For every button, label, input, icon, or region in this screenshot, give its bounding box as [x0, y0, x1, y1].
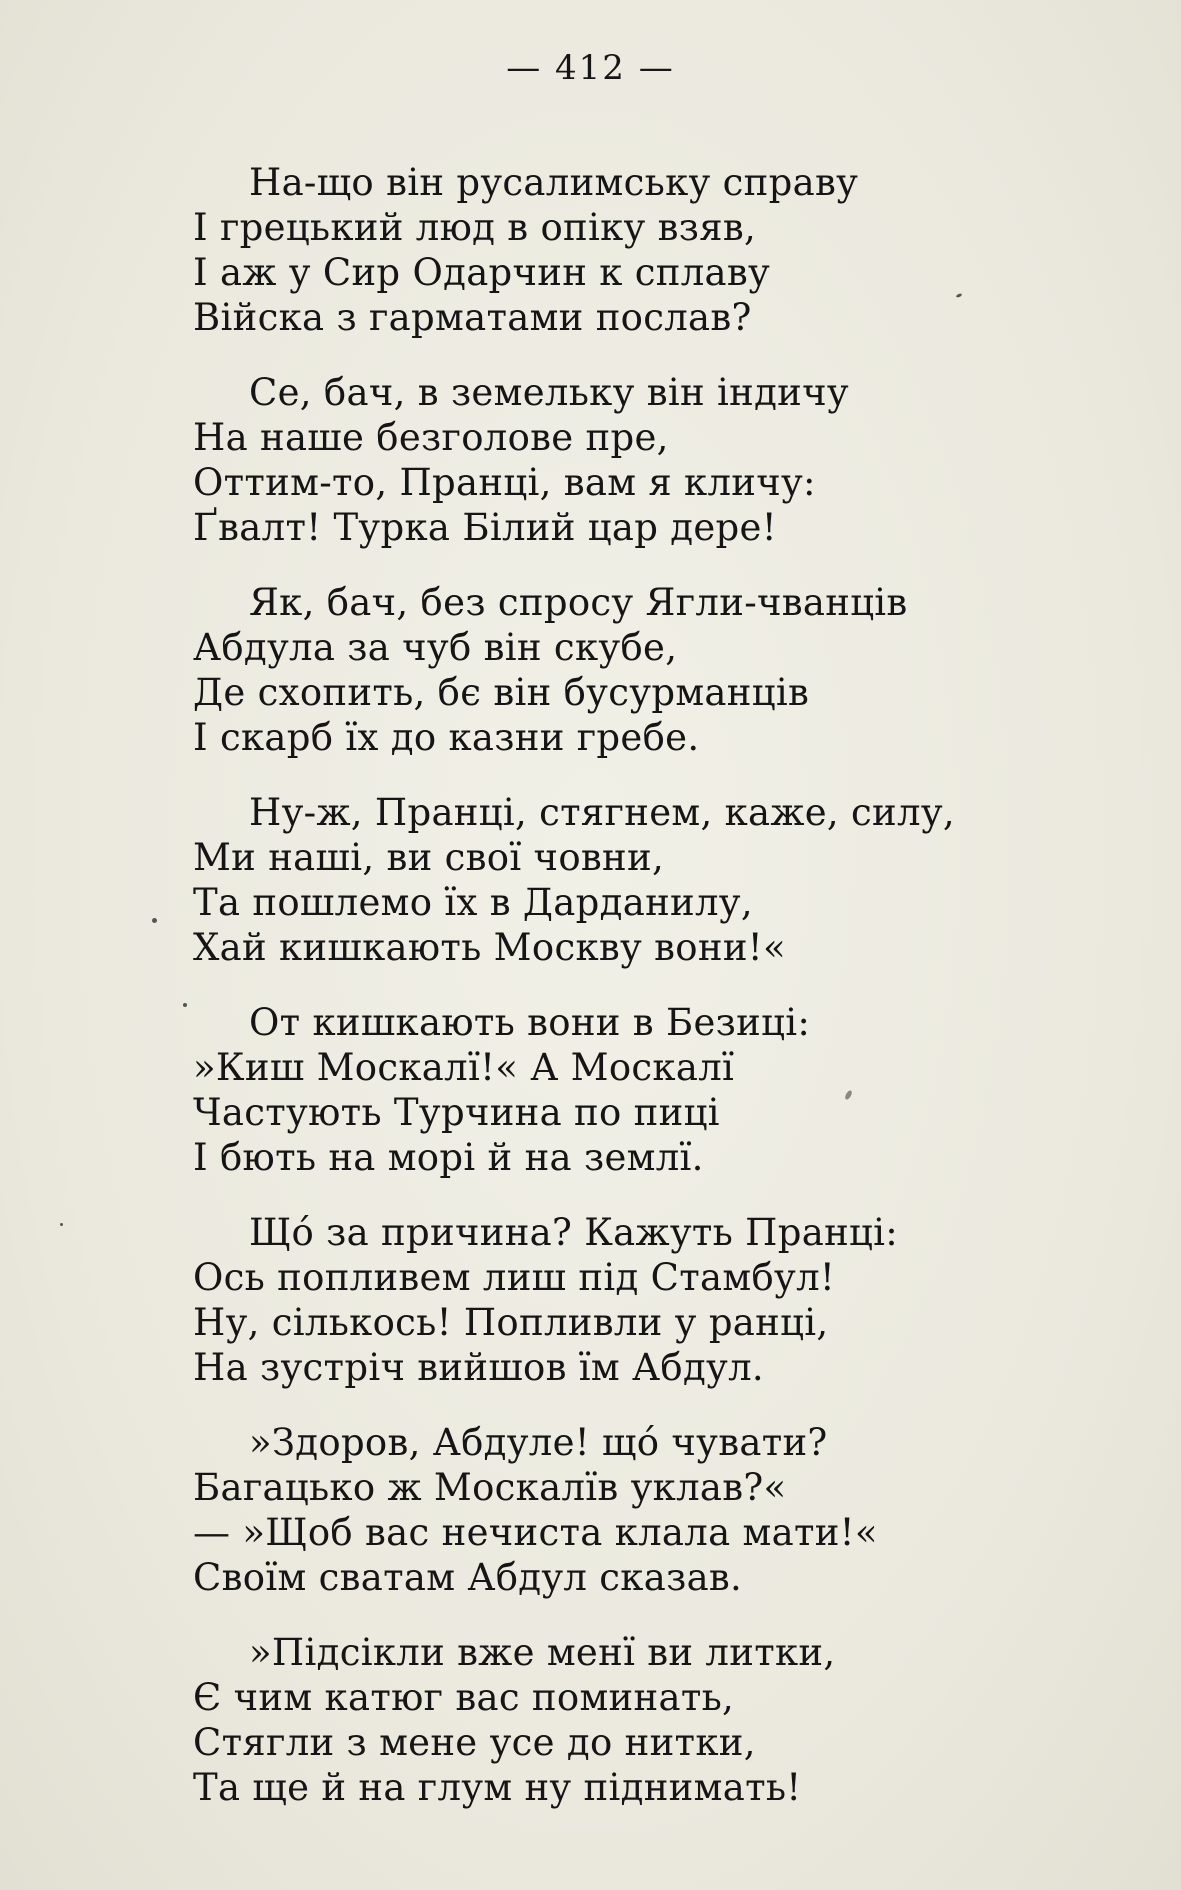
stanza	[193, 1630, 1073, 1810]
verse-line: Щó за причина? Кажуть Пранці:	[249, 1211, 899, 1254]
verse-line: Частують Турчина по пиці	[193, 1091, 720, 1134]
verse-line: Де схопить, бє він бусурманців	[193, 671, 810, 714]
stanza	[193, 790, 1073, 970]
page-number: — 412 —	[506, 48, 675, 88]
verse-line: Ґвалт! Турка Білий цар дере!	[193, 506, 777, 549]
verse-line: І аж у Сир Одарчин к сплаву	[193, 251, 771, 294]
verse-line: На-що він русалимську справу	[249, 161, 859, 204]
stanza	[193, 160, 1073, 340]
verse-line: »Киш Москалї!« А Москалї	[193, 1046, 735, 1089]
verse-line: Як, бач, без спросу Ягли-чванців	[249, 581, 908, 624]
verse-line: Оттим-то, Пранці, вам я кличу:	[193, 461, 816, 504]
paper-speck	[60, 1223, 63, 1226]
verse-line: Своїм сватам Абдул сказав.	[193, 1556, 743, 1599]
verse-line: Хай кишкають Москву вони!«	[193, 926, 786, 969]
verse-line: — »Щоб вас нечиста клала мати!«	[193, 1511, 878, 1554]
stanza	[193, 1210, 1073, 1390]
stanza	[193, 1420, 1073, 1600]
verse-line: »Підсікли вже менї ви литки,	[249, 1631, 836, 1674]
verse-line: Стягли з мене усе до нитки,	[193, 1721, 756, 1764]
verse-line: Ми наші, ви свої човни,	[193, 836, 665, 879]
verse-line: Ну-ж, Пранці, стягнем, каже, силу,	[249, 791, 955, 834]
verse-line: Є чим катюг вас поминать,	[193, 1676, 735, 1719]
paper-speck	[152, 918, 157, 923]
paper-speck	[183, 1003, 187, 1007]
verse-line: І бють на морі й на землї.	[193, 1136, 704, 1179]
verse-line: Війска з гарматами послав?	[193, 296, 752, 339]
poem	[193, 160, 1073, 1840]
verse-line: От кишкають вони в Безиці:	[249, 1001, 811, 1044]
verse-line: На наше безголове пре,	[193, 416, 669, 459]
verse-line: Ну, сількось! Попливли у ранці,	[193, 1301, 829, 1344]
verse-line: Та пошлемо їх в Дарданилу,	[193, 881, 753, 924]
stanza	[193, 1000, 1073, 1180]
verse-line: І грецький люд в опіку взяв,	[193, 206, 757, 249]
verse-line: Багацько ж Москалїв уклав?«	[193, 1466, 787, 1509]
verse-line: Ось попливем лиш під Стамбул!	[193, 1256, 836, 1299]
verse-line: »Здоров, Абдуле! щó чувати?	[249, 1421, 828, 1464]
stanza	[193, 580, 1073, 760]
verse-line: Се, бач, в земельку він індичу	[249, 371, 849, 414]
verse-line: На зустріч вийшов їм Абдул.	[193, 1346, 764, 1389]
stanza	[193, 370, 1073, 550]
verse-line: І скарб їх до казни гребе.	[193, 716, 700, 759]
verse-line: Та ще й на глум ну піднимать!	[193, 1766, 802, 1809]
verse-line: Абдула за чуб він скубе,	[193, 626, 678, 669]
